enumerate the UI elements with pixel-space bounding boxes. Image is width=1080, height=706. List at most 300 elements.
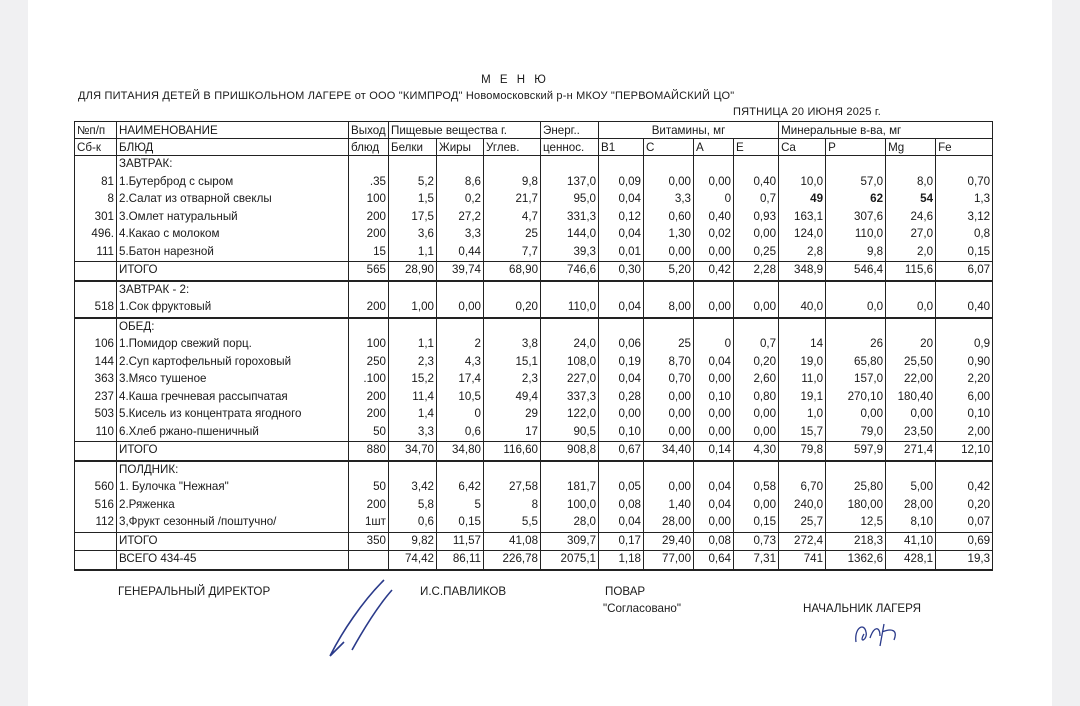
table-cell: 271,4 bbox=[886, 442, 936, 461]
table-cell: 65,80 bbox=[826, 354, 886, 372]
camp-head-signature bbox=[850, 618, 910, 652]
table-cell: 0,04 bbox=[694, 354, 734, 372]
table-cell bbox=[936, 281, 993, 300]
table-cell: 1,3 bbox=[936, 191, 993, 209]
table-cell: 14 bbox=[779, 336, 826, 354]
table-cell bbox=[541, 318, 599, 337]
table-cell: 124,0 bbox=[779, 226, 826, 244]
table-cell bbox=[734, 318, 779, 337]
table-cell: 1,4 bbox=[389, 406, 437, 424]
col-header: Fe bbox=[936, 139, 993, 156]
col-header: Жиры bbox=[437, 139, 484, 156]
table-cell: 24,0 bbox=[541, 336, 599, 354]
table-cell bbox=[75, 461, 117, 480]
col-header: C bbox=[644, 139, 694, 156]
table-cell: 309,7 bbox=[541, 532, 599, 551]
table-cell: 144 bbox=[75, 354, 117, 372]
table-cell: 0,73 bbox=[734, 532, 779, 551]
table-cell: 363 bbox=[75, 371, 117, 389]
table-cell: 331,3 bbox=[541, 209, 599, 227]
table-cell: 200 bbox=[349, 389, 389, 407]
table-cell: 0 bbox=[694, 336, 734, 354]
table-cell: 7,7 bbox=[484, 244, 541, 262]
table-cell: 0,25 bbox=[734, 244, 779, 262]
table-cell: 428,1 bbox=[886, 551, 936, 570]
table-cell: 15 bbox=[349, 244, 389, 262]
table-cell bbox=[936, 461, 993, 480]
table-cell: 565 bbox=[349, 262, 389, 281]
table-cell bbox=[886, 281, 936, 300]
table-cell: 5,00 bbox=[886, 479, 936, 497]
table-cell: 163,1 bbox=[779, 209, 826, 227]
table-cell: 0,15 bbox=[437, 514, 484, 532]
table-cell: 28,0 bbox=[541, 514, 599, 532]
col-header: Сб-к bbox=[75, 139, 117, 156]
table-cell bbox=[389, 318, 437, 337]
table-cell: 0,00 bbox=[437, 299, 484, 318]
table-cell bbox=[886, 318, 936, 337]
table-cell: 5,5 bbox=[484, 514, 541, 532]
section-title-row bbox=[75, 318, 993, 337]
table-cell: 27,0 bbox=[886, 226, 936, 244]
table-cell bbox=[484, 461, 541, 480]
table-cell: 0,7 bbox=[734, 191, 779, 209]
table-cell: 0,00 bbox=[599, 406, 644, 424]
table-cell: 3.Омлет натуральный bbox=[117, 209, 349, 227]
table-cell: 0,9 bbox=[936, 336, 993, 354]
table-cell: 25,50 bbox=[886, 354, 936, 372]
table-cell: 3,3 bbox=[644, 191, 694, 209]
table-cell: 0,60 bbox=[644, 209, 694, 227]
table-cell: 0,42 bbox=[936, 479, 993, 497]
table-cell bbox=[484, 318, 541, 337]
table-cell: 3,Фрукт сезонный /поштучно/ bbox=[117, 514, 349, 532]
table-cell: 3,6 bbox=[389, 226, 437, 244]
table-cell: 516 bbox=[75, 497, 117, 515]
table-cell: 49,4 bbox=[484, 389, 541, 407]
table-cell: 200 bbox=[349, 406, 389, 424]
table-cell: 6,07 bbox=[936, 262, 993, 281]
section-title: ОБЕД: bbox=[117, 318, 349, 337]
table-cell: 15,2 bbox=[389, 371, 437, 389]
col-header: НАИМЕНОВАНИЕ bbox=[117, 122, 349, 139]
table-cell: 27,2 bbox=[437, 209, 484, 227]
table-cell: 12,10 bbox=[936, 442, 993, 461]
table-cell: 11,57 bbox=[437, 532, 484, 551]
table-cell: 8 bbox=[484, 497, 541, 515]
table-cell: 100 bbox=[349, 336, 389, 354]
col-header: ценнос. bbox=[541, 139, 599, 156]
table-row bbox=[75, 191, 993, 209]
table-cell bbox=[779, 461, 826, 480]
table-cell bbox=[389, 281, 437, 300]
table-cell: 11,4 bbox=[389, 389, 437, 407]
table-cell bbox=[599, 281, 644, 300]
table-cell: 0,00 bbox=[734, 497, 779, 515]
table-cell: 110,0 bbox=[826, 226, 886, 244]
director-name: И.С.ПАВЛИКОВ bbox=[420, 585, 507, 598]
table-cell: 0,00 bbox=[694, 371, 734, 389]
table-cell: 29,40 bbox=[644, 532, 694, 551]
table-cell: 17,5 bbox=[389, 209, 437, 227]
table-row bbox=[75, 336, 993, 354]
table-cell: 3,8 bbox=[484, 336, 541, 354]
table-cell: 79,0 bbox=[826, 424, 886, 442]
director-title: ГЕНЕРАЛЬНЫЙ ДИРЕКТОР bbox=[118, 585, 271, 598]
table-cell bbox=[826, 156, 886, 174]
table-cell: 270,10 bbox=[826, 389, 886, 407]
table-cell: 0,04 bbox=[599, 191, 644, 209]
col-header: Выход bbox=[349, 122, 389, 139]
table-cell: 908,8 bbox=[541, 442, 599, 461]
table-cell: 0,14 bbox=[694, 442, 734, 461]
table-cell: 200 bbox=[349, 209, 389, 227]
table-cell: 0,70 bbox=[936, 174, 993, 192]
col-header: Углев. bbox=[484, 139, 541, 156]
table-cell: 0,01 bbox=[599, 244, 644, 262]
table-cell: 24,6 bbox=[886, 209, 936, 227]
col-header: Витамины, мг bbox=[599, 122, 779, 139]
table-cell: 0,28 bbox=[599, 389, 644, 407]
table-cell bbox=[437, 156, 484, 174]
menu-date: ПЯТНИЦА 20 ИЮНЯ 2025 г. bbox=[733, 106, 882, 118]
table-cell: 0,05 bbox=[599, 479, 644, 497]
table-cell: 2,3 bbox=[484, 371, 541, 389]
table-cell: 2,0 bbox=[886, 244, 936, 262]
table-cell: 2.Суп картофельный гороховый bbox=[117, 354, 349, 372]
table-cell: 0,93 bbox=[734, 209, 779, 227]
table-cell: 0,40 bbox=[694, 209, 734, 227]
table-cell bbox=[734, 461, 779, 480]
table-cell: 0,70 bbox=[644, 371, 694, 389]
table-row bbox=[75, 424, 993, 442]
table-cell: 9,8 bbox=[484, 174, 541, 192]
table-row bbox=[75, 479, 993, 497]
table-cell: 301 bbox=[75, 209, 117, 227]
table-cell: 28,00 bbox=[886, 497, 936, 515]
table-cell: 5.Кисель из концентрата ягодного bbox=[117, 406, 349, 424]
table-cell: 0,58 bbox=[734, 479, 779, 497]
table-cell: 4.Какао с молоком bbox=[117, 226, 349, 244]
table-cell: 2,8 bbox=[779, 244, 826, 262]
table-cell: 50 bbox=[349, 424, 389, 442]
table-cell: 0,64 bbox=[694, 551, 734, 570]
table-cell: 9,8 bbox=[826, 244, 886, 262]
table-cell: 25 bbox=[644, 336, 694, 354]
table-cell: 5 bbox=[437, 497, 484, 515]
table-cell: 0,08 bbox=[599, 497, 644, 515]
table-cell: 272,4 bbox=[779, 532, 826, 551]
cook-title: ПОВАР bbox=[605, 585, 646, 598]
table-cell: 17,4 bbox=[437, 371, 484, 389]
table-cell: 28,90 bbox=[389, 262, 437, 281]
table-cell: 0,00 bbox=[734, 299, 779, 318]
col-header: Минеральные в-ва, мг bbox=[779, 122, 993, 139]
table-cell: 81 bbox=[75, 174, 117, 192]
section-title: ЗАВТРАК: bbox=[117, 156, 349, 174]
table-cell: 110,0 bbox=[541, 299, 599, 318]
table-cell bbox=[936, 156, 993, 174]
table-cell: 12,5 bbox=[826, 514, 886, 532]
table-cell: 1,40 bbox=[644, 497, 694, 515]
table-cell: 0,07 bbox=[936, 514, 993, 532]
table-cell: 108,0 bbox=[541, 354, 599, 372]
table-cell: 0,00 bbox=[734, 406, 779, 424]
table-cell: 8,70 bbox=[644, 354, 694, 372]
table-cell: 28,00 bbox=[644, 514, 694, 532]
table-cell bbox=[644, 461, 694, 480]
table-cell: ИТОГО bbox=[117, 262, 349, 281]
table-row bbox=[75, 174, 993, 192]
section-title-row bbox=[75, 461, 993, 480]
table-cell: 25 bbox=[484, 226, 541, 244]
table-row bbox=[75, 354, 993, 372]
table-cell bbox=[886, 156, 936, 174]
table-cell: 0,00 bbox=[694, 299, 734, 318]
table-row bbox=[75, 371, 993, 389]
table-cell: 15,1 bbox=[484, 354, 541, 372]
table-cell: 0,2 bbox=[437, 191, 484, 209]
table-cell: 40,0 bbox=[779, 299, 826, 318]
table-cell: 1шт bbox=[349, 514, 389, 532]
col-header: Энерг.. bbox=[541, 122, 599, 139]
table-cell bbox=[826, 461, 886, 480]
table-cell: 1,30 bbox=[644, 226, 694, 244]
table-cell: 1,1 bbox=[389, 336, 437, 354]
table-cell: 0,15 bbox=[734, 514, 779, 532]
table-cell: 0,0 bbox=[886, 299, 936, 318]
col-header: №п/п bbox=[75, 122, 117, 139]
table-cell: 0,00 bbox=[734, 226, 779, 244]
col-header: блюд bbox=[349, 139, 389, 156]
table-cell: 0,09 bbox=[599, 174, 644, 192]
table-cell: 0,08 bbox=[694, 532, 734, 551]
table-cell: 0,80 bbox=[734, 389, 779, 407]
table-cell: 86,11 bbox=[437, 551, 484, 570]
table-cell: 20 bbox=[886, 336, 936, 354]
table-cell: 0,10 bbox=[694, 389, 734, 407]
table-cell: 5,2 bbox=[389, 174, 437, 192]
table-cell: 741 bbox=[779, 551, 826, 570]
col-header: Пищевые вещества г. bbox=[389, 122, 541, 139]
table-cell: 6,70 bbox=[779, 479, 826, 497]
table-cell: 226,78 bbox=[484, 551, 541, 570]
table-cell: 0,00 bbox=[694, 424, 734, 442]
table-cell: 77,00 bbox=[644, 551, 694, 570]
table-cell: 227,0 bbox=[541, 371, 599, 389]
table-cell bbox=[644, 156, 694, 174]
table-cell: 4,3 bbox=[437, 354, 484, 372]
table-cell: 180,00 bbox=[826, 497, 886, 515]
table-cell: .100 bbox=[349, 371, 389, 389]
table-cell: 0,8 bbox=[936, 226, 993, 244]
table-row bbox=[75, 244, 993, 262]
table-cell bbox=[886, 461, 936, 480]
table-cell: 0 bbox=[437, 406, 484, 424]
section-title: ПОЛДНИК: bbox=[117, 461, 349, 480]
table-cell: 4,7 bbox=[484, 209, 541, 227]
table-cell: 597,9 bbox=[826, 442, 886, 461]
table-row bbox=[75, 209, 993, 227]
table-cell: 0,7 bbox=[734, 336, 779, 354]
table-cell: 116,60 bbox=[484, 442, 541, 461]
table-cell: 200 bbox=[349, 299, 389, 318]
table-cell: 1,18 bbox=[599, 551, 644, 570]
table-cell: 0,12 bbox=[599, 209, 644, 227]
table-cell: 8,00 bbox=[644, 299, 694, 318]
table-cell: 0,04 bbox=[694, 479, 734, 497]
table-cell: 8 bbox=[75, 191, 117, 209]
table-cell: 180,40 bbox=[886, 389, 936, 407]
table-cell: 1,1 bbox=[389, 244, 437, 262]
table-cell: 250 bbox=[349, 354, 389, 372]
table-cell: 2,60 bbox=[734, 371, 779, 389]
table-cell: 0,02 bbox=[694, 226, 734, 244]
table-cell: 157,0 bbox=[826, 371, 886, 389]
section-title-row bbox=[75, 156, 993, 174]
table-cell: 100,0 bbox=[541, 497, 599, 515]
table-cell: 3,42 bbox=[389, 479, 437, 497]
table-cell bbox=[484, 281, 541, 300]
table-cell bbox=[599, 156, 644, 174]
table-cell: 0,04 bbox=[599, 226, 644, 244]
table-cell: 25,80 bbox=[826, 479, 886, 497]
col-header: Белки bbox=[389, 139, 437, 156]
table-cell: 11,0 bbox=[779, 371, 826, 389]
table-cell: 79,8 bbox=[779, 442, 826, 461]
table-cell: 746,6 bbox=[541, 262, 599, 281]
col-header: B1 bbox=[599, 139, 644, 156]
table-cell: 106 bbox=[75, 336, 117, 354]
table-cell: 0,00 bbox=[694, 406, 734, 424]
total-row bbox=[75, 532, 993, 551]
table-cell: 0,6 bbox=[389, 514, 437, 532]
table-cell: 137,0 bbox=[541, 174, 599, 192]
table-cell: 1. Булочка "Нежная" bbox=[117, 479, 349, 497]
menu-subtitle: ДЛЯ ПИТАНИЯ ДЕТЕЙ В ПРИШКОЛЬНОМ ЛАГЕРЕ от ООО "КИМПРОД" Новомосковский р-н МКОУ "ПЕРВОМАЙСКИЙ ЦО" bbox=[78, 90, 735, 102]
table-cell: 1.Помидор свежий порц. bbox=[117, 336, 349, 354]
table-cell: 2 bbox=[437, 336, 484, 354]
table-cell: 8,0 bbox=[886, 174, 936, 192]
col-header: Mg bbox=[886, 139, 936, 156]
table-cell: 0,15 bbox=[936, 244, 993, 262]
total-row bbox=[75, 442, 993, 461]
table-cell: 15,7 bbox=[779, 424, 826, 442]
col-header: Ca bbox=[779, 139, 826, 156]
table-cell: 518 bbox=[75, 299, 117, 318]
table-cell: 5,8 bbox=[389, 497, 437, 515]
table-cell bbox=[75, 262, 117, 281]
col-header: E bbox=[734, 139, 779, 156]
table-cell bbox=[437, 281, 484, 300]
table-cell bbox=[349, 318, 389, 337]
table-cell: 0,19 bbox=[599, 354, 644, 372]
director-signature bbox=[322, 572, 402, 662]
table-cell: 10,5 bbox=[437, 389, 484, 407]
table-cell: 2,00 bbox=[936, 424, 993, 442]
table-cell: 0,00 bbox=[734, 424, 779, 442]
table-cell: 2,28 bbox=[734, 262, 779, 281]
table-cell bbox=[437, 461, 484, 480]
table-cell: 10,0 bbox=[779, 174, 826, 192]
table-cell: 237 bbox=[75, 389, 117, 407]
table-cell: 9,82 bbox=[389, 532, 437, 551]
table-cell: 19,0 bbox=[779, 354, 826, 372]
table-cell: 1362,6 bbox=[826, 551, 886, 570]
table-cell: 122,0 bbox=[541, 406, 599, 424]
table-cell bbox=[734, 281, 779, 300]
grand-total-row bbox=[75, 551, 993, 570]
table-cell: 95,0 bbox=[541, 191, 599, 209]
table-cell: 560 bbox=[75, 479, 117, 497]
table-cell: 0,20 bbox=[484, 299, 541, 318]
table-cell bbox=[389, 156, 437, 174]
table-cell: 5,20 bbox=[644, 262, 694, 281]
table-cell: 1,00 bbox=[389, 299, 437, 318]
col-header: БЛЮД bbox=[117, 139, 349, 156]
table-cell: 0,30 bbox=[599, 262, 644, 281]
table-cell: 54 bbox=[886, 191, 936, 209]
table-cell: 350 bbox=[349, 532, 389, 551]
table-cell bbox=[541, 281, 599, 300]
table-cell: 337,3 bbox=[541, 389, 599, 407]
table-cell: 1.Сок фруктовый bbox=[117, 299, 349, 318]
table-cell: 1,0 bbox=[779, 406, 826, 424]
table-cell: 7,31 bbox=[734, 551, 779, 570]
table-cell: 0,20 bbox=[936, 497, 993, 515]
table-cell: 0,40 bbox=[734, 174, 779, 192]
table-cell: 0,00 bbox=[886, 406, 936, 424]
table-row bbox=[75, 389, 993, 407]
table-cell: 3,12 bbox=[936, 209, 993, 227]
table-cell bbox=[389, 461, 437, 480]
table-cell bbox=[599, 318, 644, 337]
table-cell: 90,5 bbox=[541, 424, 599, 442]
table-cell bbox=[437, 318, 484, 337]
table-cell: 0,67 bbox=[599, 442, 644, 461]
table-cell bbox=[484, 156, 541, 174]
table-cell: 2.Ряженка bbox=[117, 497, 349, 515]
table-cell: 0,00 bbox=[644, 244, 694, 262]
section-title-row bbox=[75, 281, 993, 300]
table-row bbox=[75, 497, 993, 515]
table-cell: ВСЕГО 434-45 bbox=[117, 551, 349, 570]
table-cell: ИТОГО bbox=[117, 532, 349, 551]
table-cell: 0,42 bbox=[694, 262, 734, 281]
table-cell: 4.Каша гречневая рассыпчатая bbox=[117, 389, 349, 407]
table-cell: 0,04 bbox=[599, 371, 644, 389]
camp-head-title: НАЧАЛЬНИК ЛАГЕРЯ bbox=[803, 602, 922, 615]
table-cell: ИТОГО bbox=[117, 442, 349, 461]
table-cell: 0,20 bbox=[734, 354, 779, 372]
table-cell: 25,7 bbox=[779, 514, 826, 532]
table-cell: 17 bbox=[484, 424, 541, 442]
table-cell: 0,10 bbox=[599, 424, 644, 442]
header-row bbox=[75, 139, 993, 156]
table-cell: 0,00 bbox=[644, 424, 694, 442]
table-cell bbox=[349, 281, 389, 300]
table-cell bbox=[734, 156, 779, 174]
table-cell: 39,3 bbox=[541, 244, 599, 262]
table-cell: 2.Салат из отварной свеклы bbox=[117, 191, 349, 209]
table-cell bbox=[694, 461, 734, 480]
header-row bbox=[75, 122, 993, 139]
table-cell: 68,90 bbox=[484, 262, 541, 281]
table-cell bbox=[936, 318, 993, 337]
table-cell bbox=[599, 461, 644, 480]
table-cell: 6,00 bbox=[936, 389, 993, 407]
table-cell: 546,4 bbox=[826, 262, 886, 281]
